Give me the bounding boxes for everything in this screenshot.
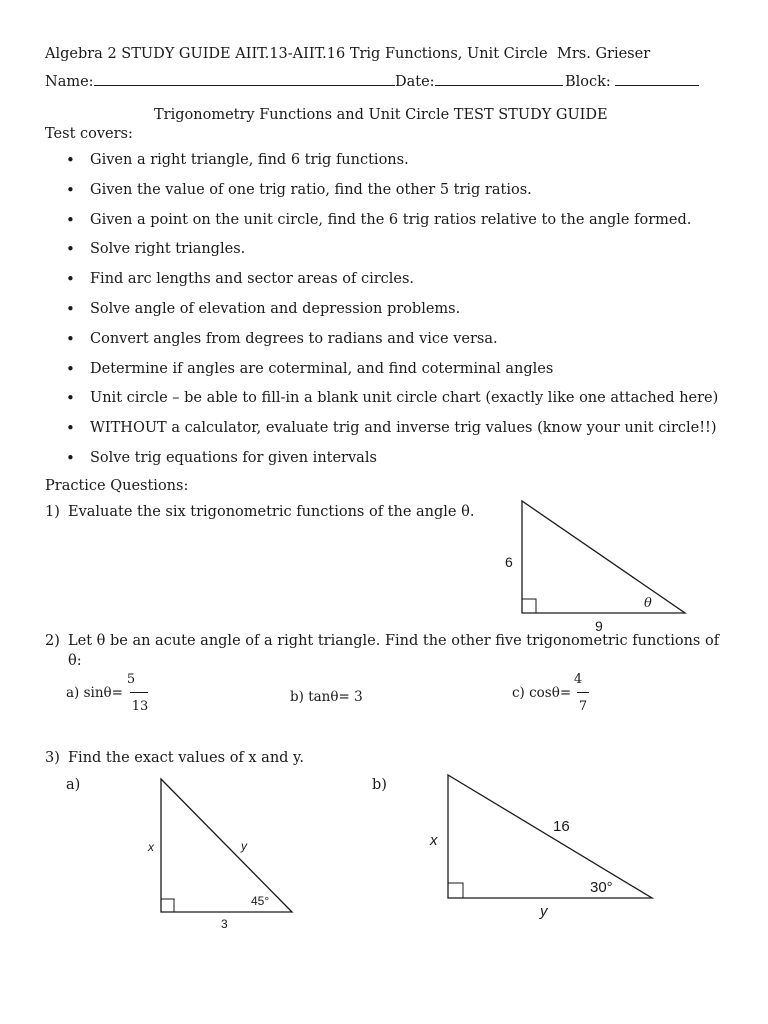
question-2-text-line1: Let θ be an acute angle of a right triangle. Find the other five trigonometric functions of — [68, 633, 720, 649]
q2c-numerator: 4 — [573, 672, 583, 687]
date-label: Date: — [395, 74, 435, 90]
hypotenuse-label: 16 — [553, 818, 570, 835]
block-field[interactable] — [565, 71, 699, 91]
name-blank[interactable] — [94, 71, 395, 86]
list-item: • Unit circle – be able to fill-in a blank unit circle chart (exactly like one attached here) — [66, 388, 718, 418]
topics-list — [66, 150, 718, 478]
q3b-label: b) — [372, 777, 387, 793]
course-header: Algebra 2 STUDY GUIDE AIIT.13-AIIT.16 Trig Functions, Unit Circle — [45, 46, 548, 62]
side-horizontal-label: 9 — [595, 618, 603, 634]
right-angle-marker — [522, 599, 536, 613]
q2b-label: b) tanθ= 3 — [290, 689, 363, 705]
question-3a-triangle — [140, 770, 310, 935]
list-item: • Given the value of one trig ratio, find the other 5 trig ratios. — [66, 180, 718, 210]
triangle-outline — [448, 775, 652, 898]
date-blank[interactable] — [435, 71, 563, 86]
side-y-label: y — [540, 903, 548, 920]
page-title: Trigonometry Functions and Unit Circle TEST STUDY GUIDE — [154, 107, 608, 123]
list-item: • Solve angle of elevation and depression problems. — [66, 299, 718, 329]
q2a-label: a) sinθ= — [66, 685, 123, 701]
q2a-denominator: 13 — [131, 699, 149, 714]
name-field[interactable] — [45, 71, 395, 91]
q2c-fraction-bar — [577, 692, 589, 693]
question-1-triangle — [500, 495, 700, 635]
name-label: Name: — [45, 74, 94, 90]
list-item: • Find arc lengths and sector areas of circles. — [66, 269, 718, 299]
question-3-number: 3) — [45, 750, 60, 766]
list-item: • Given a right triangle, find 6 trig functions. — [66, 150, 718, 180]
side-x-label: x — [430, 832, 438, 849]
list-item: • Solve trig equations for given intervals — [66, 448, 718, 478]
list-item: • Convert angles from degrees to radians and vice versa. — [66, 329, 718, 359]
teacher-name: Mrs. Grieser — [557, 46, 651, 62]
question-2-text-line2: θ: — [68, 653, 82, 669]
angle-label: 30° — [590, 879, 613, 896]
q2a-numerator: 5 — [126, 672, 136, 687]
practice-label: Practice Questions: — [45, 478, 189, 494]
list-item: • Given a point on the unit circle, find the 6 trig ratios relative to the angle formed. — [66, 210, 718, 240]
block-label: Block: — [565, 74, 611, 90]
block-blank[interactable] — [615, 71, 699, 86]
q2c-label: c) cosθ= — [512, 685, 572, 701]
question-1-text: Evaluate the six trigonometric functions of the angle θ. — [68, 504, 475, 520]
list-item: • Determine if angles are coterminal, and find coterminal angles — [66, 359, 718, 389]
question-3b-triangle — [420, 765, 665, 925]
q3a-label: a) — [66, 777, 81, 793]
triangle-outline — [522, 501, 685, 613]
test-covers-label: Test covers: — [45, 126, 133, 142]
question-3-text: Find the exact values of x and y. — [68, 750, 304, 766]
date-field[interactable] — [395, 71, 563, 91]
angle-theta-label: θ — [644, 596, 652, 611]
side-y-label: y — [241, 839, 247, 853]
angle-label: 45° — [251, 894, 270, 908]
list-item: • Solve right triangles. — [66, 239, 718, 269]
list-item: • WITHOUT a calculator, evaluate trig and inverse trig values (know your unit circle!!) — [66, 418, 718, 448]
triangle-outline — [161, 779, 292, 912]
question-1-number: 1) — [45, 504, 60, 520]
right-angle-marker — [448, 883, 463, 898]
right-angle-marker — [161, 899, 174, 912]
question-2-number: 2) — [45, 633, 60, 649]
side-x-label: x — [148, 840, 154, 854]
side-base-label: 3 — [221, 917, 228, 931]
side-vertical-label: 6 — [505, 554, 513, 570]
q2a-fraction-bar — [130, 692, 148, 693]
q2c-denominator: 7 — [578, 699, 588, 714]
